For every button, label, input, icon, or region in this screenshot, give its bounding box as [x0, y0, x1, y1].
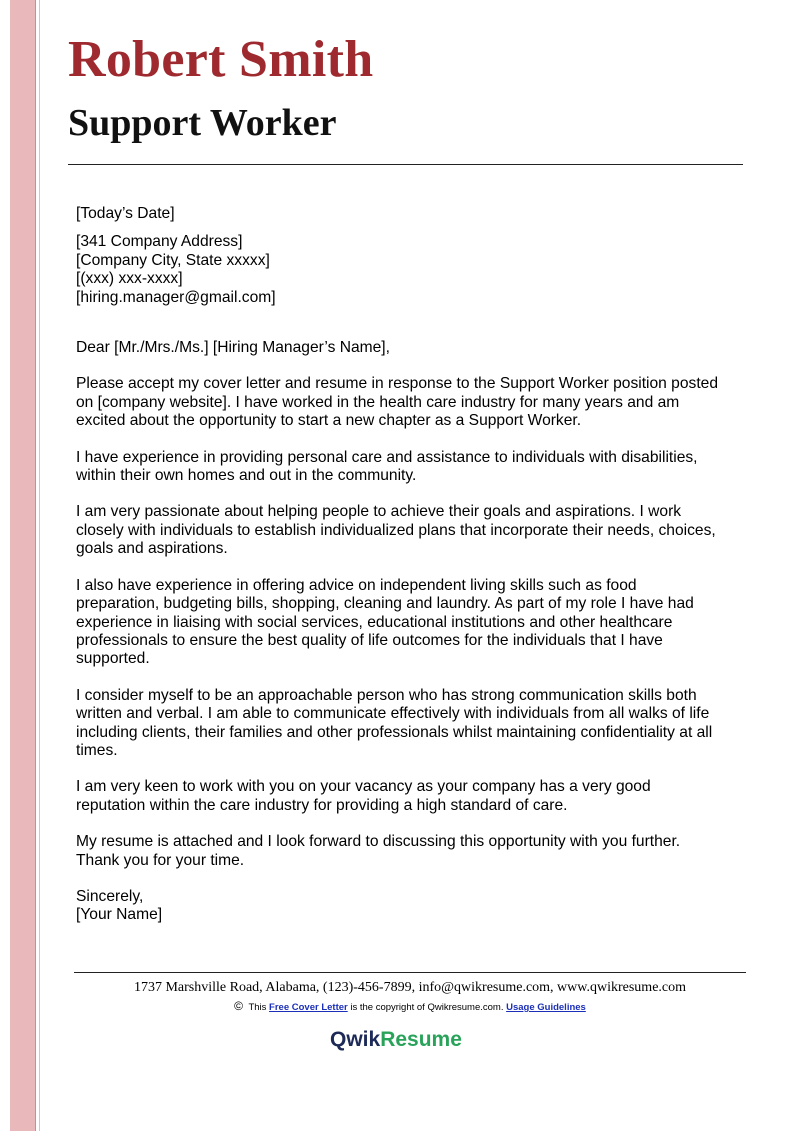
paragraph-line: I have experience in providing personal care and assistance to individuals with disabilities,	[76, 448, 698, 466]
copyright-icon: ©	[234, 999, 243, 1013]
paragraph-line: I also have experience in offering advice on independent living skills such as food	[76, 576, 637, 594]
letter-body	[76, 205, 748, 925]
letter-paragraph	[76, 778, 748, 815]
letter-paragraphs	[76, 375, 748, 870]
recipient-city-state: [Company City, State xxxxx]	[76, 251, 270, 269]
letter-paragraph	[76, 375, 748, 430]
paragraph-line: experience in liaising with social services, educational institutions and other healthcare	[76, 613, 673, 631]
copyright-prefix: This	[248, 1002, 267, 1013]
footer-divider	[74, 972, 746, 973]
applicant-name: Robert Smith	[68, 31, 374, 88]
paragraph-line: excited about the opportunity to start a new chapter as a Support Worker.	[76, 412, 582, 430]
paragraph-line: I am very passionate about helping people to achieve their goals and aspirations. I work	[76, 503, 682, 521]
closing: Sincerely,	[76, 887, 144, 905]
qwikresume-logo[interactable]	[330, 1027, 462, 1053]
paragraph-line: within their own homes and out in the community.	[76, 467, 417, 485]
paragraph-line: written and verbal. I am able to communicate effectively with individuals from all walks of life	[76, 705, 710, 723]
side-decoration-bar	[10, 0, 36, 1131]
recipient-phone: [(xxx) xxx-xxxx]	[76, 270, 183, 288]
paragraph-line: Please accept my cover letter and resume in response to the Support Worker position posted	[76, 375, 718, 393]
paragraph-line: I am very keen to work with you on your vacancy as your company has a very good	[76, 778, 651, 796]
copyright-notice	[74, 1000, 746, 1014]
logo-part-qwik: Qwik	[330, 1028, 381, 1051]
paragraph-line: reputation within the care industry for providing a high standard of care.	[76, 796, 568, 814]
letter-paragraph	[76, 577, 748, 669]
footer-address: 1737 Marshville Road, Alabama, (123)-456-7899, info@qwikresume.com, www.qwikresume.com	[133, 980, 687, 995]
usage-guidelines-link[interactable]: Usage Guidelines	[506, 1002, 586, 1013]
letter-date: [Today’s Date]	[76, 205, 175, 222]
recipient-address: [341 Company Address]	[76, 233, 243, 251]
side-decoration-line	[39, 0, 40, 1131]
paragraph-line: goals and aspirations.	[76, 540, 228, 558]
paragraph-line: times.	[76, 741, 118, 759]
header-divider	[68, 164, 743, 165]
letter-paragraph	[76, 687, 748, 761]
letter-paragraph	[76, 503, 748, 558]
recipient-email: [hiring.manager@gmail.com]	[76, 288, 276, 306]
letter-paragraph	[76, 833, 748, 870]
paragraph-line: on [company website]. I have worked in the health care industry for many years and am	[76, 393, 680, 411]
free-cover-letter-link[interactable]: Free Cover Letter	[269, 1002, 348, 1013]
paragraph-line: My resume is attached and I look forward to discussing this opportunity with you further.	[76, 833, 681, 851]
paragraph-line: including clients, their families and other professionals whilst maintaining confidentiality at all	[76, 723, 713, 741]
paragraph-line: professionals to ensure the best quality of life outcomes for the individuals that I have	[76, 631, 663, 649]
paragraph-line: Thank you for your time.	[76, 851, 245, 869]
logo-part-resume: Resume	[380, 1028, 462, 1051]
copyright-middle: is the copyright of Qwikresume.com.	[350, 1002, 504, 1013]
paragraph-line: closely with individuals to establish individualized plans that incorporate their needs, choices,	[76, 521, 716, 539]
paragraph-line: I consider myself to be an approachable person who has strong communication skills both	[76, 686, 697, 704]
signature: [Your Name]	[76, 906, 163, 924]
job-title: Support Worker	[68, 102, 337, 144]
paragraph-line: preparation, budgeting bills, shopping, cleaning and laundry. As part of my role I have had	[76, 595, 694, 613]
paragraph-line: supported.	[76, 650, 150, 668]
salutation: Dear [Mr./Mrs./Ms.] [Hiring Manager’s Name],	[76, 339, 390, 357]
letter-paragraph	[76, 449, 748, 486]
